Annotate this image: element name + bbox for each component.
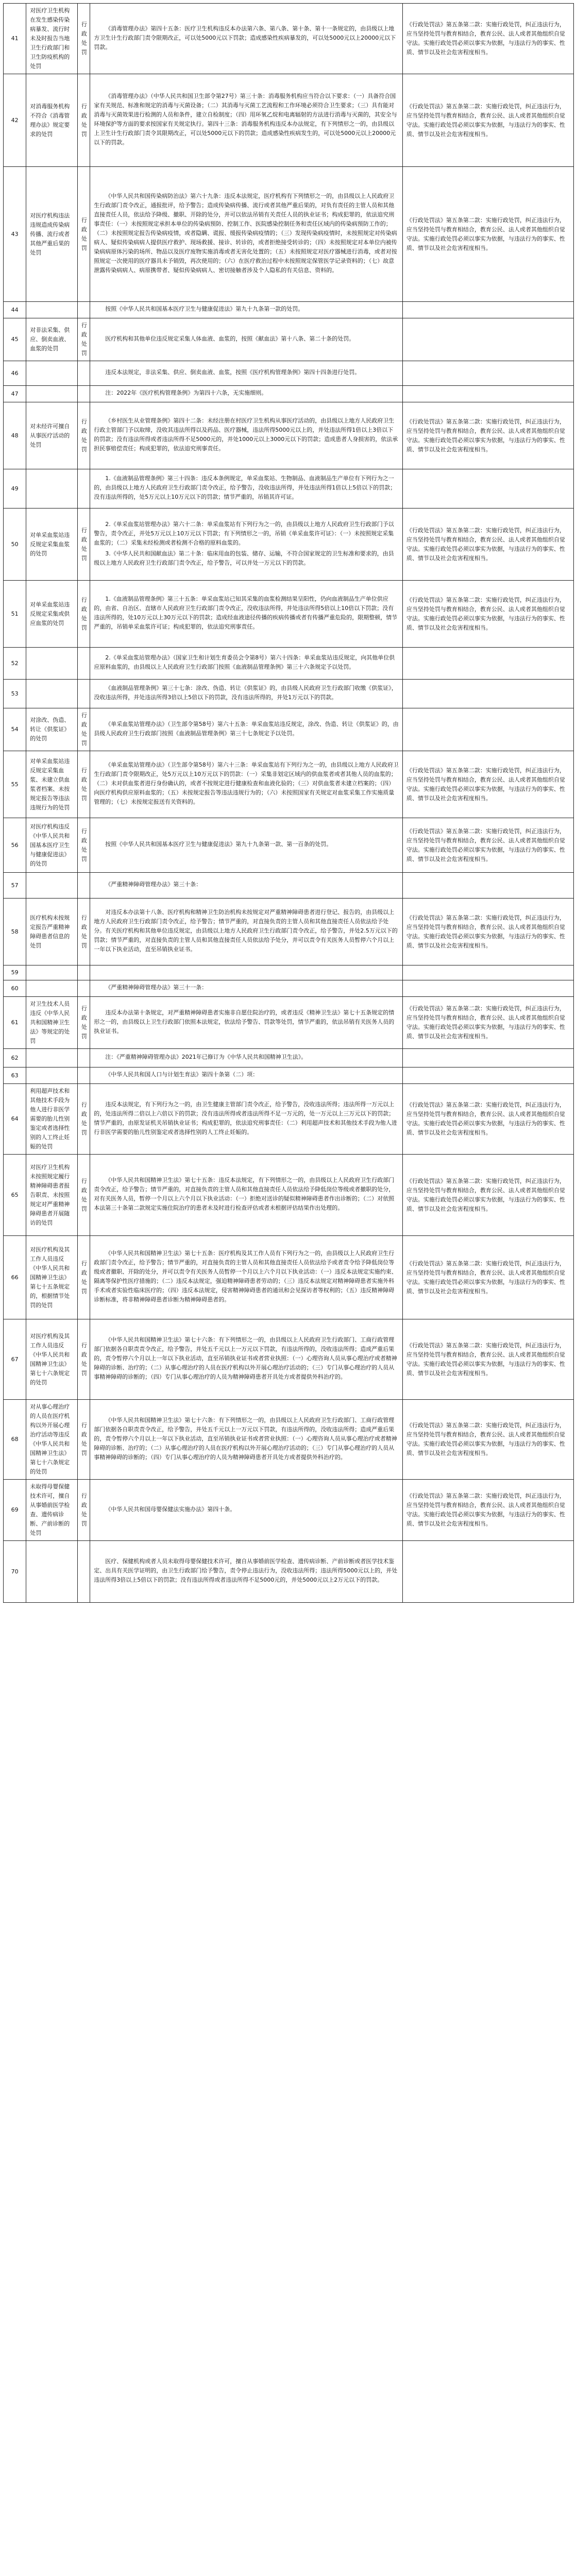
legal-basis-paragraph: 《严重精神障碍管理办法》第三十一条： (105, 984, 208, 991)
penalty-type-cell (77, 1067, 90, 1084)
discretion-rule-cell (402, 469, 573, 509)
row-number-cell: 41 (4, 4, 26, 74)
row-number-cell: 53 (4, 680, 26, 708)
discretion-rule-cell: 《行政处罚法》第五条第二款：实施行政处罚，纠正违法行为，应当坚持处罚与教育相结合，教育公民、法人或者其他组织自觉守法。实施行政处罚必须以事实为依据，与违法行为的事实、性质、情节以及社会危害程度相当。 (402, 818, 573, 873)
discretion-rule-cell (402, 318, 573, 361)
table-row (4, 4, 574, 74)
discretion-rule-cell (402, 648, 573, 680)
discretion-rule-cell: 《行政处罚法》第五条第二款：实施行政处罚，纠正违法行为，应当坚持处罚与教育相结合，教育公民、法人或者其他组织自觉守法。实施行政处罚必须以事实为依据，与违法行为的事实、性质、情节以及社会危害程度相当。 (402, 167, 573, 302)
discretion-rule-cell: 《行政处罚法》第五条第二款：实施行政处罚，纠正违法行为，应当坚持处罚与教育相结合，教育公民、法人或者其他组织自觉守法。实施行政处罚必须以事实为依据，与违法行为的事实、性质、情节以及社会危害程度相当。 (402, 581, 573, 648)
row-number-cell: 57 (4, 873, 26, 899)
discretion-rule-cell (402, 873, 573, 899)
penalty-type-cell (77, 386, 90, 402)
table-row (4, 648, 574, 680)
row-number-cell: 65 (4, 1155, 26, 1236)
legal-basis-paragraph: 医疗、保健机构或者人员未取得母婴保健技术许可，擅自从事婚前医学检查、遗传病诊断、产前诊断或者医学技术鉴定、出具有关医学证明的，由卫生行政部门给予警告，责令停止违法行为，没收违法所得；违法所得5000元以上的，并处违法所得3倍以上5倍以下的罚款；没有违法所得或者违法所得不足5000元的，并处5000元以上2万元以下的罚款。 (94, 1558, 398, 1583)
penalty-type-cell: 行政处罚 (77, 1084, 90, 1155)
row-number-cell: 61 (4, 997, 26, 1049)
table-row (4, 708, 574, 751)
row-number-cell: 47 (4, 386, 26, 402)
penalty-type-cell: 行政处罚 (77, 402, 90, 469)
row-number-cell: 58 (4, 899, 26, 965)
row-number-cell: 55 (4, 751, 26, 818)
discretion-rule-cell (402, 965, 573, 980)
row-number-cell: 56 (4, 818, 26, 873)
item-name-cell: 医疗机构未按规定报告严重精神障碍患者信息的处罚 (26, 899, 78, 965)
penalty-type-cell: 行政处罚 (77, 1400, 90, 1480)
item-name-cell (26, 361, 78, 386)
discretion-rule-cell: 《行政处罚法》第五条第二款：实施行政处罚，纠正违法行为，应当坚持处罚与教育相结合，教育公民、法人或者其他组织自觉守法。实施行政处罚必须以事实为依据，与违法行为的事实、性质、情节以及社会危害程度相当。 (402, 1236, 573, 1319)
discretion-rule-cell (402, 1541, 573, 1603)
row-number-cell: 48 (4, 402, 26, 469)
legal-basis-paragraph: 《消毒管理办法》第四十五条：医疗卫生机构违反本办法第六条、第八条、第十条、第十一条规定的，由县级以上地方卫生计生行政部门责令限期改正，可以处5000元以下罚款；造成感染性疾病暴发的，可以处5000元以上20000元以下罚款。 (94, 25, 396, 50)
item-name-cell: 对未经许可擅自从事医疗活动的处罚 (26, 402, 78, 469)
penalty-type-cell: 行政处罚 (77, 818, 90, 873)
item-name-cell: 对涂改、伪造、转让《供浆证》的处罚 (26, 708, 78, 751)
table-row (4, 873, 574, 899)
table-row (4, 302, 574, 318)
table-row (4, 581, 574, 648)
discretion-rule-cell: 《行政处罚法》第五条第二款：实施行政处罚，纠正违法行为，应当坚持处罚与教育相结合，教育公民、法人或者其他组织自觉守法。实施行政处罚必须以事实为依据，与违法行为的事实、性质、情节以及社会危害程度相当。 (402, 1319, 573, 1400)
legal-basis-paragraph: 《血液制品管理条例》第三十七条：涂改、伪造、转让《供浆证》的，由县级人民政府卫生行政部门收缴《供浆证》，没收违法所得，并处违法所得3倍以上5倍以下的罚款，没有违法所得的，并处1万元以下的罚款。 (94, 685, 397, 701)
legal-basis-cell (90, 469, 403, 509)
penalty-table (3, 3, 574, 1603)
penalty-type-cell: 行政处罚 (77, 1480, 90, 1541)
legal-basis-paragraph: 《中华人民共和国精神卫生法》第七十五条：违反本法规定，有下列情形之一的，由县级以上人民政府卫生行政部门责令改正，给予警告；情节严重的，对直接负责的主管人员和其他直接责任人员依法给予降低岗位等级或者撤职的处分，对有关医务人员，暂停一个月以上六个月以下执业活动：（一）拒绝对送诊的疑似精神障碍患者作出诊断的；（二）对依照本法第三十条第二款规定实施住院治疗的患者未及时进行检查评估或者未根据评估结果作出处理的。 (94, 1177, 395, 1211)
legal-basis-cell (90, 708, 403, 751)
legal-basis-paragraph: 违反本法规定，有下列行为之一的，由卫生健康主管部门责令改正，给予警告，没收违法所得；违法所得一万元以上的，处违法所得二倍以上六倍以下的罚款；没有违法所得或者违法所得不足一万元的，处一万元以上三万元以下的罚款；情节严重的，由原发证机关吊销执业证书；构成犯罪的，依法追究刑事责任：（二）利用超声技术和其他技术手段为他人进行非医学需要的胎儿性别鉴定或者选择性别的人工终止妊娠的。 (94, 1100, 397, 1136)
row-number-cell: 52 (4, 648, 26, 680)
table-row (4, 980, 574, 997)
legal-basis-paragraph: 违反本法规定，非法采集、供应、倒卖血液、血浆，按照《医疗机构管理条例》第四十四条进行处罚。 (105, 369, 361, 376)
item-name-cell: 对消毒服务机构不符合《消毒管理办法》规定要求的处罚 (26, 74, 78, 167)
legal-basis-paragraph: 按照《中华人民共和国基本医疗卫生与健康促进法》第九十九条第一款的处罚。 (105, 306, 304, 312)
item-name-cell (26, 302, 78, 318)
discretion-rule-cell (402, 1049, 573, 1067)
penalty-type-cell (77, 680, 90, 708)
legal-basis-paragraph: 《乡村医生从业管理条例》第四十二条：未经注册在村医疗卫生机构从事医疗活动的，由县级以上地方人民政府卫生行政主管部门予以取缔，没收其违法所得以及药品、医疗器械，违法所得5000元以上的，并处违法所得1倍以上3倍以下的罚款；没有违法所得或者违法所得不足5000元的，并处1000元以上3000元以下的罚款；造成患者人身损害的，依法承担民事赔偿责任；构成犯罪的，依法追究刑事责任。 (94, 417, 398, 452)
table-row (4, 965, 574, 980)
penalty-type-cell: 行政处罚 (77, 1236, 90, 1319)
item-name-cell (26, 469, 78, 509)
item-name-cell: 对从事心理治疗的人员在医疗机构以外开展心理治疗活动等违反《中华人民共和国精神卫生法》第七十六条规定的处罚 (26, 1400, 78, 1480)
item-name-cell: 对医疗机构违法违规造成传染病传播、流行或者其他严重后果的处罚 (26, 167, 78, 302)
discretion-rule-cell: 《行政处罚法》第五条第二款：实施行政处罚，纠正违法行为，应当坚持处罚与教育相结合，教育公民、法人或者其他组织自觉守法。实施行政处罚必须以事实为依据，与违法行为的事实、性质、情节以及社会危害程度相当。 (402, 899, 573, 965)
table-row (4, 1067, 574, 1084)
row-number-cell: 68 (4, 1400, 26, 1480)
legal-basis-cell (90, 402, 403, 469)
discretion-rule-cell (402, 302, 573, 318)
legal-basis-cell (90, 648, 403, 680)
legal-basis-paragraph: 对违反本办法第十八条、医疗机构和精神卫生防治机构未按规定对严重精神障碍患者进行登记、报告的，由县级以上地方人民政府卫生行政部门责令改正，给予警告；情节严重的，对直接负责的主管人员和其他直接责任人员依法给予处分。有关医疗机构和其他单位违反规定，由县级以上地方人民政府卫生行政部门责令改正，给予警告，并处2.5万元以下的罚款；情节严重的，对直接负责的主管人员和其他直接责任人员依法给予处分，并可以责令有关医务人员暂停六个月以上一年以下执业活动，直至吊销执业证书。 (94, 909, 398, 953)
penalty-type-cell (77, 965, 90, 980)
legal-basis-cell (90, 1067, 403, 1084)
legal-basis-paragraph: 按照《中华人民共和国基本医疗卫生与健康促进法》第九十九条第一款、第一百条的处罚。 (105, 841, 332, 848)
item-name-cell (26, 873, 78, 899)
legal-basis-paragraph: 1.《血液制品管理条例》第三十四条：违反本条例规定，单采血浆站、生物制品、血液制品生产单位有下列行为之一的，由县级以上地方人民政府卫生行政部门责令改正，给予警告，没收违法所得，并处违法所得1倍以上5倍以下的罚款；没有违法所得的，处5万元以上10万元以下的罚款；情节严重的，吊销其许可证。 (94, 475, 396, 500)
row-number-cell: 46 (4, 361, 26, 386)
penalty-type-cell (77, 1541, 90, 1603)
row-number-cell: 66 (4, 1236, 26, 1319)
discretion-rule-cell: 《行政处罚法》第五条第二款：实施行政处罚，纠正违法行为，应当坚持处罚与教育相结合，教育公民、法人或者其他组织自觉守法。实施行政处罚必须以事实为依据，与违法行为的事实、性质、情节以及社会危害程度相当。 (402, 997, 573, 1049)
discretion-rule-cell (402, 386, 573, 402)
row-number-cell: 49 (4, 469, 26, 509)
item-name-cell: 利用超声技术和其他技术手段为他人进行非医学需要的胎儿性别鉴定或者选择性别的人工终止妊娠的处罚 (26, 1084, 78, 1155)
penalty-type-cell: 行政处罚 (77, 708, 90, 751)
table-row (4, 818, 574, 873)
discretion-rule-cell (402, 1067, 573, 1084)
legal-basis-paragraph: 《中华人民共和国精神卫生法》第七十五条：医疗机构及其工作人员有下列行为之一的，由县级以上人民政府卫生行政部门责令改正，给予警告；情节严重的，对直接负责的主管人员和其他直接责任人员依法给予或者责令给予降低岗位等级或者撤职、开除的处分，并可以责令有关医务人员暂停一个月以上六个月以下执业活动：（一）违反本法规定实施约束、隔离等保护性医疗措施的；（二）违反本法规定，强迫精神障碍患者劳动的；（三）违反本法规定对精神障碍患者实施外科手术或者实验性临床医疗的；（四）违反本法规定，侵害精神障碍患者的通讯和会见探访者等权利的；（五）违反精神障碍诊断标准，将非精神障碍患者诊断为精神障碍患者的。 (94, 1250, 397, 1303)
table-row (4, 1236, 574, 1319)
legal-basis-paragraph: 《中华人民共和国精神卫生法》第七十六条：有下列情形之一的，由县级以上人民政府卫生行政部门、工商行政管理部门依据各自职责责令改正，给予警告，并处五千元以上一万元以下罚款，有违法所得的，没收违法所得；造成严重后果的，责令暂停六个月以上一年以下执业活动，直至吊销执业证书或者营业执照：（一）心理咨询人员从事心理治疗或者精神障碍的诊断、治疗的；（二）从事心理治疗的人员在医疗机构以外开展心理治疗活动的；（三）专门从事心理治疗的人员从事精神障碍的诊断的；（四）专门从事心理治疗的人员为精神障碍患者开具处方或者提供外科治疗的。 (94, 1416, 397, 1461)
row-number-cell: 60 (4, 980, 26, 997)
item-name-cell (26, 1067, 78, 1084)
table-row (4, 469, 574, 509)
penalty-type-cell (77, 469, 90, 509)
item-name-cell: 对单采血浆站违反规定采集血浆的处罚 (26, 509, 78, 581)
discretion-rule-cell: 《行政处罚法》第五条第二款：实施行政处罚，纠正违法行为，应当坚持处罚与教育相结合，教育公民、法人或者其他组织自觉守法。实施行政处罚必须以事实为依据，与违法行为的事实、性质、情节以及社会危害程度相当。 (402, 1400, 573, 1480)
discretion-rule-cell (402, 361, 573, 386)
legal-basis-cell (90, 1480, 403, 1541)
item-name-cell (26, 980, 78, 997)
legal-basis-cell (90, 818, 403, 873)
penalty-type-cell: 行政处罚 (77, 581, 90, 648)
discretion-rule-cell: 《行政处罚法》第五条第二款：实施行政处罚，纠正违法行为，应当坚持处罚与教育相结合，教育公民、法人或者其他组织自觉守法。实施行政处罚必须以事实为依据，与违法行为的事实、性质、情节以及社会危害程度相当。 (402, 402, 573, 469)
item-name-cell (26, 680, 78, 708)
discretion-rule-cell: 《行政处罚法》第五条第二款：实施行政处罚，纠正违法行为，应当坚持处罚与教育相结合，教育公民、法人或者其他组织自觉守法。实施行政处罚必须以事实为依据，与违法行为的事实、性质、情节以及社会危害程度相当。 (402, 4, 573, 74)
table-row (4, 1400, 574, 1480)
penalty-type-cell (77, 302, 90, 318)
table-body (4, 4, 574, 1603)
table-row (4, 74, 574, 167)
item-name-cell: 对医疗卫生机构在发生感染传染病暴发、流行时未及时报告当地卫生行政部门和卫生防疫机构的处罚 (26, 4, 78, 74)
legal-basis-cell (90, 1319, 403, 1400)
row-number-cell: 50 (4, 509, 26, 581)
legal-basis-cell (90, 581, 403, 648)
discretion-rule-cell (402, 980, 573, 997)
legal-basis-cell (90, 1541, 403, 1603)
table-row (4, 997, 574, 1049)
row-number-cell: 70 (4, 1541, 26, 1603)
legal-basis-paragraph: 1.《血液制品管理条例》第三十五条：单采血浆站已知其采集的血浆检测结果呈阳性，仍向血液制品生产单位供应的，由省、自治区、直辖市人民政府卫生行政部门责令改正，没收违法所得，并处违法所得5倍以上10倍以下罚款；没有违法所得的，处10万元以上30万元以下的罚款；造成经血液途径传播的疾病传播或者有传播严重危险的，限期整顿，情节严重的，吊销单采血浆许可证；构成犯罪的，依法追究刑事责任。 (94, 596, 398, 630)
legal-basis-paragraph: 《单采血浆站管理办法》（卫生部令第58号）第六十五条：单采血浆站违反规定，涂改、伪造、转让《供浆证》的，由县级人民政府卫生行政部门按照《血液制品管理条例》第三十七条规定予以处罚。 (94, 720, 399, 737)
row-number-cell: 43 (4, 167, 26, 302)
legal-basis-paragraph: 3.《中华人民共和国献血法》第二十条：临床用血的包装、储存、运输，不符合国家规定的卫生标准和要求的，由县级以上地方人民政府卫生行政部门责令改正，给予警告，可以并处一万元以下的罚款。 (94, 550, 394, 566)
legal-basis-paragraph: 《单采血浆站管理办法》（卫生部令第58号）第六十三条：单采血浆站有下列行为之一的，由县级以上地方人民政府卫生行政部门责令限期改正，处5万元以上10万元以下的罚款：（一）采集非划定区域内的供血浆者或者其他人员的血浆的；（二）未对供血浆者进行身份确认的，或者不按规定进行健康检查和血液化验的；（三）对供血浆者未建立档案的；（四）向医疗机构供应原料血浆的；（五）未按规定报告等违法违规行为的；（六）未按照国家有关规定对血浆采集工作实施质量管理的；（七）未按规定报送有关资料的。 (94, 761, 399, 805)
legal-basis-cell (90, 980, 403, 997)
discretion-rule-cell: 《行政处罚法》第五条第二款：实施行政处罚，纠正违法行为，应当坚持处罚与教育相结合，教育公民、法人或者其他组织自觉守法。实施行政处罚必须以事实为依据，与违法行为的事实、性质、情节以及社会危害程度相当。 (402, 74, 573, 167)
item-name-cell: 对医疗卫生机构未按照规定履行精神障碍患者报告职责、未按照规定对严重精神障碍患者开展随访的处罚 (26, 1155, 78, 1236)
table-row (4, 318, 574, 361)
penalty-type-cell (77, 648, 90, 680)
penalty-type-cell: 行政处罚 (77, 899, 90, 965)
legal-basis-cell (90, 680, 403, 708)
row-number-cell: 63 (4, 1067, 26, 1084)
discretion-rule-cell: 《行政处罚法》第五条第二款：实施行政处罚，纠正违法行为，应当坚持处罚与教育相结合，教育公民、法人或者其他组织自觉守法。实施行政处罚必须以事实为依据，与违法行为的事实、性质、情节以及社会危害程度相当。 (402, 1084, 573, 1155)
item-name-cell: 对医疗机构违反《中华人民共和国基本医疗卫生与健康促进法》的处罚 (26, 818, 78, 873)
item-name-cell: 未取得母婴保健技术许可，擅自从事婚前医学检查、遗传病诊断、产前诊断的处罚 (26, 1480, 78, 1541)
table-row (4, 680, 574, 708)
table-row (4, 1541, 574, 1603)
penalty-type-cell: 行政处罚 (77, 751, 90, 818)
legal-basis-cell (90, 997, 403, 1049)
item-name-cell: 对非法采集、供应、倒卖血液、血浆的处罚 (26, 318, 78, 361)
item-name-cell: 对医疗机构及其工作人员违反《中华人民共和国精神卫生法》第七十五条规定的，根据情节处罚的处罚 (26, 1236, 78, 1319)
item-name-cell (26, 1541, 78, 1603)
item-name-cell: 对卫生技术人员违反《中华人民共和国精神卫生法》等规定的处罚 (26, 997, 78, 1049)
legal-basis-paragraph: 《中华人民共和国母婴保健法实施办法》第四十条。 (105, 1505, 236, 1513)
discretion-rule-cell (402, 680, 573, 708)
legal-basis-cell (90, 751, 403, 818)
table-row (4, 167, 574, 302)
legal-basis-paragraph: 2.《单采血浆站管理办法》（国家卫生和计划生育委员会令第8号）第六十四条：单采血浆站违反规定，向其他单位供应原料血浆的，由县级以上人民政府卫生行政部门按照《血液制品管理条例》第三十六条规定予以处罚。 (94, 654, 395, 670)
penalty-type-cell: 行政处罚 (77, 1155, 90, 1236)
table-row (4, 751, 574, 818)
table-row (4, 361, 574, 386)
row-number-cell: 62 (4, 1049, 26, 1067)
penalty-type-cell: 行政处罚 (77, 318, 90, 361)
row-number-cell: 64 (4, 1084, 26, 1155)
legal-basis-cell (90, 899, 403, 965)
discretion-rule-cell: 《行政处罚法》第五条第二款：实施行政处罚，纠正违法行为，应当坚持处罚与教育相结合，教育公民、法人或者其他组织自觉守法。实施行政处罚必须以事实为依据，与违法行为的事实、性质、情节以及社会危害程度相当。 (402, 1155, 573, 1236)
legal-basis-cell (90, 361, 403, 386)
regulation-sheet (3, 3, 574, 1603)
table-row (4, 402, 574, 469)
penalty-type-cell: 行政处罚 (77, 4, 90, 74)
item-name-cell (26, 965, 78, 980)
row-number-cell: 44 (4, 302, 26, 318)
legal-basis-cell (90, 1236, 403, 1319)
legal-basis-cell (90, 1155, 403, 1236)
item-name-cell (26, 1049, 78, 1067)
row-number-cell: 51 (4, 581, 26, 648)
table-row (4, 1084, 574, 1155)
item-name-cell: 对医疗机构及其工作人员违反《中华人民共和国精神卫生法》第七十六条规定的处罚 (26, 1319, 78, 1400)
legal-basis-cell (90, 4, 403, 74)
legal-basis-paragraph: 《中华人民共和国传染病防治法》第六十九条：违反本法规定，医疗机构有下列情形之一的，由县级以上人民政府卫生行政部门责令改正，通报批评，给予警告；造成传染病传播、流行或者其他严重后果的，对负有责任的主管人员和其他直接责任人员，依法给予降级、撤职、开除的处分，并可以依法吊销有关责任人员的执业证书；构成犯罪的，依法追究刑事责任：（一）未按照规定承担本单位的传染病预防、控制工作、医院感染控制任务和责任区域内的传染病预防工作的；（二）未按照规定报告传染病疫情，或者隐瞒、谎报、缓报传染病疫情的；（三）发现传染病疫情时，未按照规定对传染病病人、疑似传染病病人提供医疗救护、现场救援、接诊、转诊的，或者拒绝接受转诊的；（四）未按照规定对本单位内被传染病病原体污染的场所、物品以及医疗废物实施消毒或者无害化处置的；（五）未按照规定对医疗器械进行消毒，或者对按照规定一次使用的医疗器具未予销毁，再次使用的；（六）在医疗救治过程中未按照规定保管医学记录资料的；（七）故意泄露传染病病人、病原携带者、疑似传染病病人、密切接触者涉及个人隐私的有关信息、资料的。 (94, 193, 397, 274)
table-row (4, 386, 574, 402)
table-row (4, 1480, 574, 1541)
penalty-type-cell: 行政处罚 (77, 167, 90, 302)
legal-basis-paragraph: 《中华人民共和国人口与计划生育法》第四十条第（二）项： (105, 1071, 259, 1078)
legal-basis-cell (90, 167, 403, 302)
legal-basis-paragraph: 《中华人民共和国精神卫生法》第七十六条：有下列情形之一的，由县级以上人民政府卫生行政部门、工商行政管理部门依据各自职责责令改正，给予警告，并处五千元以上一万元以下罚款，有违法所得的，没收违法所得；造成严重后果的，责令暂停六个月以上一年以下执业活动，直至吊销执业证书或者营业执照：（一）心理咨询人员从事心理治疗或者精神障碍的诊断、治疗的；（二）从事心理治疗的人员在医疗机构以外开展心理治疗活动的；（三）专门从事心理治疗的人员从事精神障碍的诊断的；（四）专门从事心理治疗的人员为精神障碍患者开具处方或者提供外科治疗的。 (94, 1336, 397, 1380)
legal-basis-cell (90, 1400, 403, 1480)
discretion-rule-cell: 《行政处罚法》第五条第二款：实施行政处罚，纠正违法行为，应当坚持处罚与教育相结合，教育公民、法人或者其他组织自觉守法。实施行政处罚必须以事实为依据，与违法行为的事实、性质、情节以及社会危害程度相当。 (402, 1480, 573, 1541)
item-name-cell (26, 386, 78, 402)
penalty-type-cell: 行政处罚 (77, 74, 90, 167)
discretion-rule-cell: 《行政处罚法》第五条第二款：实施行政处罚，纠正违法行为，应当坚持处罚与教育相结合，教育公民、法人或者其他组织自觉守法。实施行政处罚必须以事实为依据，与违法行为的事实、性质、情节以及社会危害程度相当。 (402, 751, 573, 818)
row-number-cell: 59 (4, 965, 26, 980)
legal-basis-paragraph: 《严重精神障碍管理办法》第三十条： (105, 881, 202, 888)
penalty-type-cell (77, 361, 90, 386)
item-name-cell (26, 648, 78, 680)
discretion-rule-cell (402, 708, 573, 751)
penalty-type-cell (77, 1049, 90, 1067)
legal-basis-paragraph: 注：2022年《医疗机构管理条例》为第四十六条，无实施细则。 (105, 389, 267, 396)
legal-basis-cell (90, 509, 403, 581)
table-row (4, 1155, 574, 1236)
legal-basis-paragraph: 违反本办法第十条规定，对严重精神障碍患者实施非自愿住院治疗的，或者违反《精神卫生法》第七十五条规定的情形之一的，由县级以上卫生行政部门依照本法规定，依法给予警告、罚款等处罚，情节严重的，依法吊销有关医务人员的执业证书。 (94, 1009, 395, 1035)
legal-basis-cell (90, 74, 403, 167)
legal-basis-cell (90, 1084, 403, 1155)
table-row (4, 899, 574, 965)
legal-basis-cell (90, 318, 403, 361)
penalty-type-cell: 行政处罚 (77, 997, 90, 1049)
legal-basis-cell (90, 873, 403, 899)
row-number-cell: 54 (4, 708, 26, 751)
legal-basis-paragraph: 注：《严重精神障碍管理办法》2021年已修订为《中华人民共和国精神卫生法》。 (105, 1054, 307, 1060)
discretion-rule-cell: 《行政处罚法》第五条第二款：实施行政处罚，纠正违法行为，应当坚持处罚与教育相结合，教育公民、法人或者其他组织自觉守法。实施行政处罚必须以事实为依据，与违法行为的事实、性质、情节以及社会危害程度相当。 (402, 509, 573, 581)
penalty-type-cell: 行政处罚 (77, 1319, 90, 1400)
row-number-cell: 67 (4, 1319, 26, 1400)
legal-basis-cell (90, 386, 403, 402)
item-name-cell: 对单采血浆站违反规定采集或供应血浆的处罚 (26, 581, 78, 648)
table-row (4, 1049, 574, 1067)
penalty-type-cell: 行政处罚 (77, 509, 90, 581)
legal-basis-cell (90, 1049, 403, 1067)
table-row (4, 509, 574, 581)
legal-basis-paragraph: 2.《单采血浆站管理办法》第六十二条：单采血浆站有下列行为之一的，由县级以上地方人民政府卫生行政部门予以警告，责令改正，并处5万元以上10万元以下罚款；有下列情形之一的，吊销《单采血浆许可证》：（一）未按照规定采集血浆的；（二）采集未经检测或者检测不合格的原料血浆的。 (94, 520, 394, 546)
legal-basis-cell (90, 965, 403, 980)
table-row (4, 1319, 574, 1400)
legal-basis-paragraph: 《消毒管理办法》（中华人民共和国卫生部令第27号）第三十条：消毒服务机构应当符合以下要求：（一）具备符合国家有关规范、标准和规定的消毒与灭菌设备；（二）其消毒与灭菌工艺流程和工作环境必须符合卫生要求；（三）具有能对消毒与灭菌效果进行检测的人员和条件，建立自检制度；（四）用环氧乙烷和电离辐射的方法进行消毒与灭菌的，其安全与环境保护等方面的要求按国家有关规定执行。第四十三条：消毒服务机构违反本办法规定，有下列情形之一的，由县级以上卫生计生行政部门责令其限期改正，可以处5000元以下的罚款；造成感染性疾病发生的，可以处5000元以上20000元以下的罚款。 (94, 93, 397, 146)
row-number-cell: 69 (4, 1480, 26, 1541)
penalty-type-cell (77, 873, 90, 899)
row-number-cell: 45 (4, 318, 26, 361)
legal-basis-cell (90, 302, 403, 318)
row-number-cell: 42 (4, 74, 26, 167)
item-name-cell: 对单采血浆站违反规定采集血浆、未建立供血浆者档案、未按规定报告等违法违规行为的处罚 (26, 751, 78, 818)
legal-basis-paragraph: 医疗机构和其他单位违反规定采集人体血液、血浆的，按照《献血法》第十八条、第二十条的处罚。 (105, 335, 355, 342)
penalty-type-cell (77, 980, 90, 997)
